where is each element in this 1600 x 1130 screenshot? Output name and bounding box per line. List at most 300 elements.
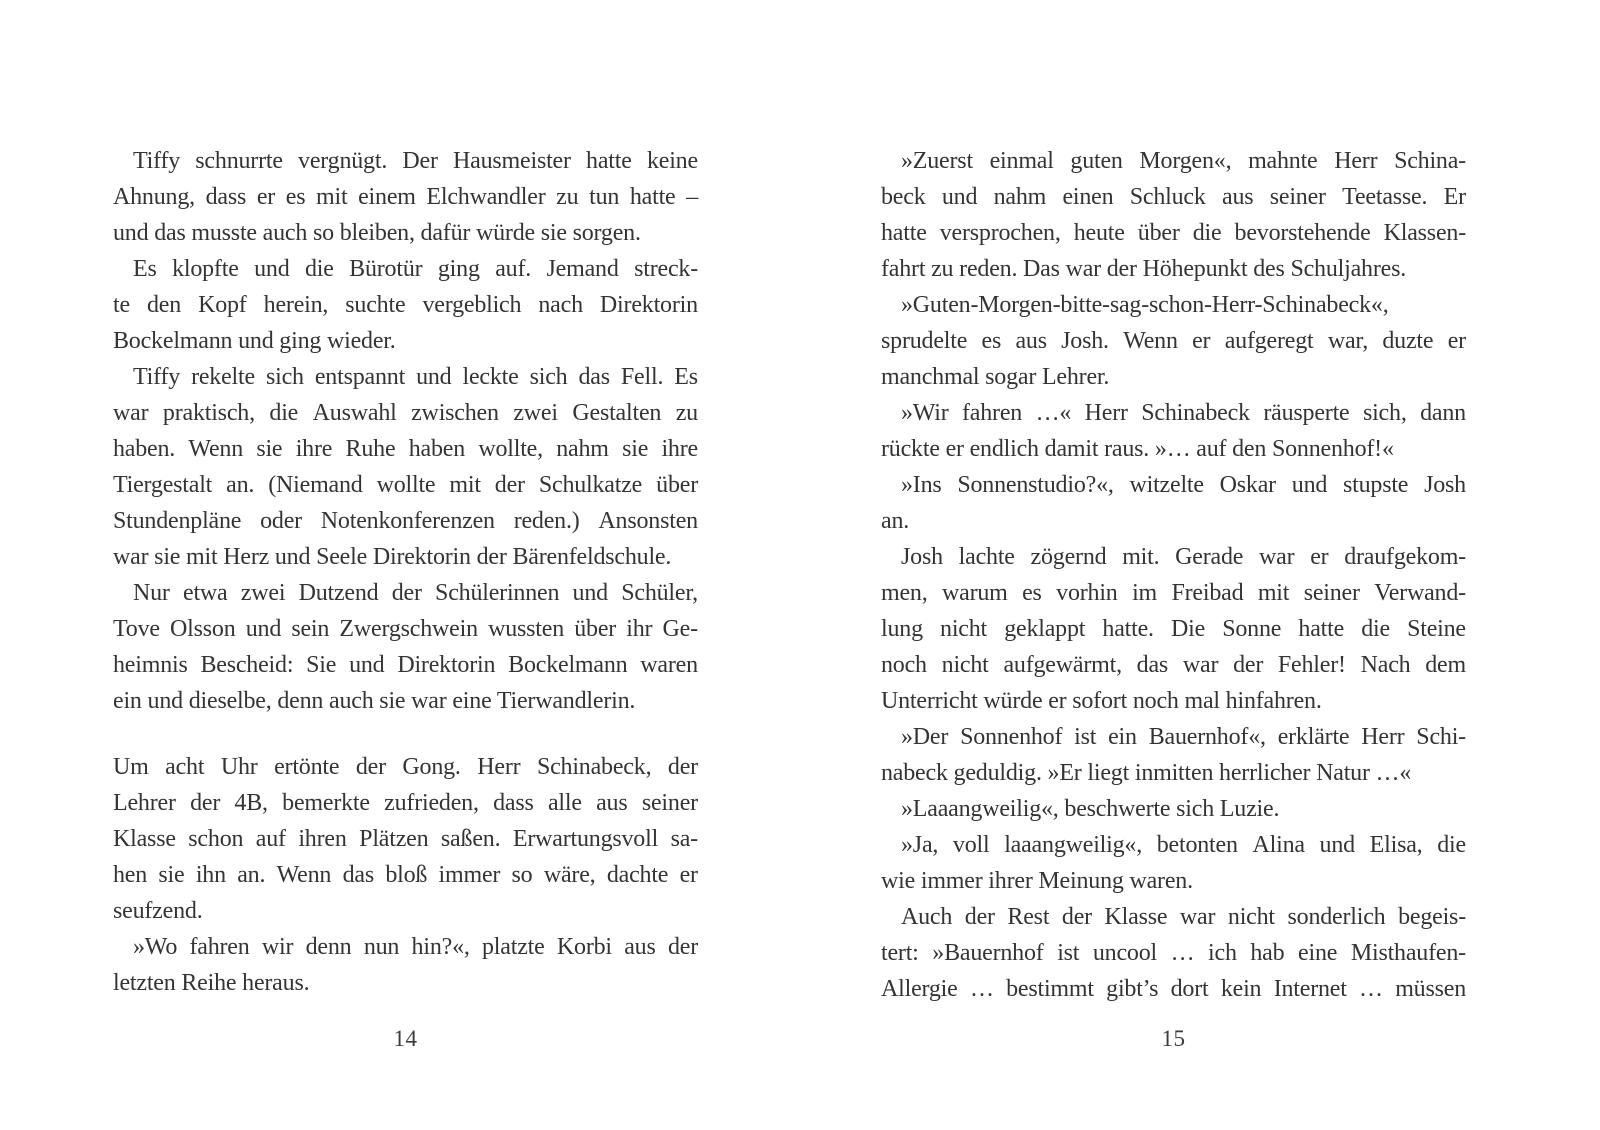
word: er xyxy=(1192,328,1211,354)
word: streck- xyxy=(634,256,698,282)
text-line xyxy=(881,647,1466,683)
word: seiner xyxy=(1269,184,1326,210)
text-line xyxy=(881,287,1466,323)
word: so xyxy=(511,862,533,888)
word: Gong. xyxy=(402,754,461,780)
word: er xyxy=(679,862,698,888)
text-line xyxy=(881,899,1466,935)
word: hab xyxy=(1250,940,1285,966)
paragraph xyxy=(113,929,698,1001)
text-line xyxy=(881,467,1466,503)
word: dann xyxy=(1420,400,1466,426)
text-line xyxy=(113,179,698,215)
word: Erwartungsvoll xyxy=(512,826,659,852)
text-line xyxy=(881,539,1466,575)
word: und xyxy=(1291,472,1328,498)
word: sich, xyxy=(1362,400,1407,426)
word: der xyxy=(667,754,698,780)
word: Rest xyxy=(1007,904,1050,930)
word: … xyxy=(969,976,994,1002)
text-line xyxy=(113,857,698,893)
word: Josh xyxy=(1424,472,1466,498)
text-line xyxy=(881,215,1466,251)
word: lachte xyxy=(958,544,1015,570)
word: ihren xyxy=(298,826,347,852)
word: immer xyxy=(438,862,501,888)
word: zu xyxy=(556,184,579,210)
word: nun xyxy=(363,934,400,960)
word: die xyxy=(269,400,299,426)
word: fahren xyxy=(962,400,1023,426)
word: nicht xyxy=(1227,904,1275,930)
word: Schülerinnen xyxy=(435,580,560,606)
word: Allergie xyxy=(881,976,958,1002)
word: stupste xyxy=(1342,472,1409,498)
word: seiner xyxy=(1303,580,1360,606)
word: gibt’s xyxy=(1106,976,1159,1002)
word: Herr xyxy=(1334,148,1378,174)
word: »Guten-Morgen-bitte-sag-schon-Herr-Schinabeck«, xyxy=(901,292,1389,318)
word: bemerkte xyxy=(282,790,370,816)
word: schon xyxy=(188,826,244,852)
word: leckte xyxy=(462,364,519,390)
word: ertönte xyxy=(274,754,340,780)
word: das xyxy=(342,862,374,888)
word: entspannt xyxy=(314,364,406,390)
word: Schi- xyxy=(1416,724,1466,750)
text-line xyxy=(881,719,1466,755)
word: heimnis xyxy=(113,652,188,678)
word: über xyxy=(574,616,617,642)
word: hin?«, xyxy=(411,934,470,960)
word: und xyxy=(254,256,290,282)
paragraph xyxy=(881,467,1466,539)
word: auf xyxy=(255,826,286,852)
word: Sonne xyxy=(1222,616,1282,642)
word: Notenkonferenzen xyxy=(320,508,495,534)
word: Gerade xyxy=(1175,544,1244,570)
word: Dutzend xyxy=(298,580,379,606)
text-line xyxy=(881,575,1466,611)
paragraph xyxy=(881,287,1466,395)
word: waren xyxy=(640,652,698,678)
word: beck xyxy=(881,184,926,210)
word: geklappt xyxy=(1004,616,1086,642)
word: Elchwandler xyxy=(426,184,546,210)
word: wir xyxy=(261,934,294,960)
page-number-left: 14 xyxy=(393,1026,418,1051)
word: auf. xyxy=(495,256,532,282)
text-line xyxy=(881,143,1466,179)
word: Bescheid: xyxy=(200,652,294,678)
word: und xyxy=(1319,832,1355,858)
word: die xyxy=(1361,616,1390,642)
text-line: manchmal sogar Lehrer. xyxy=(881,364,1110,390)
word: witzelte xyxy=(1129,472,1204,498)
word: Klasse xyxy=(113,826,176,852)
word: zwischen xyxy=(411,400,499,426)
text-line xyxy=(881,611,1466,647)
text-line xyxy=(113,431,698,467)
word: Lehrer xyxy=(113,790,176,816)
word: Schinabeck, xyxy=(536,754,652,780)
word: Verwand- xyxy=(1374,580,1466,606)
word: nahm xyxy=(993,184,1047,210)
word: der xyxy=(391,580,422,606)
word: zufrieden, xyxy=(384,790,479,816)
word: hatte xyxy=(881,220,927,246)
word: war, xyxy=(1327,328,1369,354)
word: herein, xyxy=(263,292,329,318)
text-line xyxy=(881,179,1466,215)
word: seiner xyxy=(641,790,698,816)
word: Olsson xyxy=(170,616,236,642)
word: dort xyxy=(1170,976,1209,1002)
word: wäre, xyxy=(543,862,596,888)
word: Uhr xyxy=(220,754,258,780)
word: Klassen- xyxy=(1383,220,1466,246)
word: Schüler, xyxy=(621,580,698,606)
word: »Der xyxy=(901,724,949,750)
word: hen xyxy=(113,862,148,888)
text-line: an. xyxy=(881,508,910,534)
word: Sie xyxy=(306,652,337,678)
word: der xyxy=(355,754,386,780)
word: Zwergschwein xyxy=(339,616,478,642)
text-line xyxy=(113,575,698,611)
text-line: Bockelmann und ging wieder. xyxy=(113,328,396,354)
word: Klasse xyxy=(1104,904,1168,930)
word: …« xyxy=(1035,400,1072,426)
word: Herr xyxy=(477,754,521,780)
word: »Wir xyxy=(901,400,949,426)
word: duzte xyxy=(1382,328,1434,354)
word: Elisa, xyxy=(1369,832,1423,858)
word: bestimmt xyxy=(1006,976,1094,1002)
word: Steine xyxy=(1407,616,1466,642)
word: guten xyxy=(1070,148,1123,174)
word: tun xyxy=(589,184,620,210)
word: (Niemand xyxy=(268,472,363,498)
word: betonten xyxy=(1156,832,1238,858)
word: ihre xyxy=(661,436,698,462)
text-line xyxy=(881,395,1466,431)
word: aufgeregt xyxy=(1224,328,1314,354)
page-right-text xyxy=(881,143,1466,1007)
word: Sonnenhof xyxy=(960,724,1063,750)
word: Jemand xyxy=(546,256,619,282)
word: te xyxy=(113,292,130,318)
word: ihre xyxy=(295,436,333,462)
word: über xyxy=(656,472,698,498)
text-line xyxy=(113,287,698,323)
word: müssen xyxy=(1395,976,1466,1002)
word: kein xyxy=(1220,976,1262,1002)
word: Ansonsten xyxy=(598,508,698,534)
word: das xyxy=(578,364,610,390)
text-line xyxy=(881,323,1466,359)
word: praktisch, xyxy=(162,400,255,426)
paragraph xyxy=(881,827,1466,899)
word: es xyxy=(981,328,1002,354)
text-line: und das musste auch so bleiben, dafür würde sie sorgen. xyxy=(113,220,641,246)
word: wussten xyxy=(488,616,565,642)
word: nicht xyxy=(940,616,988,642)
word: Schulkatze xyxy=(538,472,643,498)
paragraph xyxy=(881,143,1466,287)
word: zu xyxy=(675,400,698,426)
word: und xyxy=(245,616,282,642)
word: aus xyxy=(1015,328,1047,354)
word: Alina xyxy=(1252,832,1305,858)
word: räusperte xyxy=(1263,400,1350,426)
word: der xyxy=(1061,904,1092,930)
word: der xyxy=(964,904,995,930)
word: ging xyxy=(437,256,480,282)
word: haben. xyxy=(113,436,176,462)
word: an. xyxy=(226,472,255,498)
word: Tiffy xyxy=(133,148,181,174)
text-line: nabeck geduldig. »Er liegt inmitten herrlicher Natur …« xyxy=(881,760,1412,786)
word: vergnügt. xyxy=(298,148,388,174)
word: sie xyxy=(158,862,185,888)
word: Morgen«, xyxy=(1139,148,1232,174)
word: Bauernhof«, xyxy=(1148,724,1266,750)
paragraph xyxy=(113,359,698,575)
word: Um xyxy=(113,754,149,780)
word: »Ja, xyxy=(901,832,939,858)
word: »Wo xyxy=(133,934,178,960)
word: eine xyxy=(1298,940,1338,966)
word: Herr xyxy=(1361,724,1405,750)
word: Tiergestalt xyxy=(113,472,213,498)
word: – xyxy=(686,184,698,210)
word: aufgewärmt, xyxy=(1003,652,1122,678)
word: 4B, xyxy=(234,790,268,816)
page-number-right: 15 xyxy=(1161,1026,1186,1051)
word: ein xyxy=(1108,724,1137,750)
word: Die xyxy=(1171,616,1206,642)
text-line xyxy=(113,647,698,683)
word: nicht xyxy=(941,652,989,678)
word: einmal xyxy=(989,148,1054,174)
word: Internet xyxy=(1273,976,1347,1002)
word: sich xyxy=(265,364,304,390)
word: das xyxy=(1136,652,1169,678)
word: laaangweilig«, xyxy=(1004,832,1143,858)
text-line: fahrt zu reden. Das war der Höhepunkt des Schuljahres. xyxy=(881,256,1407,282)
word: Josh xyxy=(901,544,943,570)
word: Direktorin xyxy=(599,292,698,318)
word: lung xyxy=(881,616,923,642)
text-line xyxy=(113,749,698,785)
word: denn xyxy=(305,934,352,960)
word: der xyxy=(667,934,698,960)
word: haben xyxy=(408,436,466,462)
word: Kopf xyxy=(198,292,247,318)
word: versprochen, xyxy=(939,220,1061,246)
word: Tiffy xyxy=(133,364,181,390)
word: voll xyxy=(952,832,990,858)
word: sein xyxy=(291,616,330,642)
word: Wenn xyxy=(276,862,332,888)
word: die xyxy=(1192,220,1222,246)
word: einem xyxy=(358,184,416,210)
word: war xyxy=(1179,904,1216,930)
word: der xyxy=(494,472,525,498)
word: warum xyxy=(941,580,1008,606)
word: vergeblich xyxy=(422,292,522,318)
word: suchte xyxy=(345,292,406,318)
word: und xyxy=(941,184,978,210)
word: dass xyxy=(205,184,247,210)
word: begeis- xyxy=(1398,904,1466,930)
word: Ahnung, xyxy=(113,184,195,210)
word: erklärte xyxy=(1277,724,1350,750)
word: Er xyxy=(1443,184,1466,210)
word: wollte xyxy=(376,472,436,498)
word: aus xyxy=(596,790,628,816)
word: Es xyxy=(133,256,157,282)
word: dem xyxy=(1425,652,1466,678)
word: … xyxy=(1170,940,1195,966)
word: Ge- xyxy=(662,616,698,642)
word: und xyxy=(572,580,608,606)
paragraph xyxy=(881,539,1466,719)
text-line xyxy=(113,929,698,965)
word: uncool xyxy=(1092,940,1157,966)
word: es xyxy=(1022,580,1042,606)
word: ich xyxy=(1208,940,1237,966)
word: Freibad xyxy=(1171,580,1244,606)
word: »Ins xyxy=(901,472,942,498)
word: sprudelte xyxy=(881,328,968,354)
word: noch xyxy=(881,652,927,678)
word: Direktorin xyxy=(397,652,496,678)
text-line: seufzend. xyxy=(113,898,203,924)
paragraph xyxy=(113,251,698,359)
word: er xyxy=(1310,544,1329,570)
text-line xyxy=(113,359,698,395)
word: schnurrte xyxy=(195,148,283,174)
word: zwei xyxy=(513,400,558,426)
word: die xyxy=(304,256,334,282)
word: Bockelmann xyxy=(508,652,628,678)
word: wollte, xyxy=(478,436,543,462)
word: war xyxy=(1182,652,1219,678)
word: Herr xyxy=(1084,400,1128,426)
word: platzte xyxy=(482,934,545,960)
word: im xyxy=(1132,580,1157,606)
text-line xyxy=(881,971,1466,1007)
word: … xyxy=(1359,976,1383,1002)
word: Es xyxy=(674,364,698,390)
word: Stundenpläne xyxy=(113,508,242,534)
paragraph xyxy=(113,749,698,929)
word: einen xyxy=(1062,184,1114,210)
page-left-text xyxy=(113,143,698,1001)
word: war xyxy=(1259,544,1295,570)
text-line: Unterricht würde er sofort noch mal hinfahren. xyxy=(881,688,1322,714)
text-line xyxy=(881,827,1466,863)
word: dachte xyxy=(606,862,669,888)
word: Fehler! xyxy=(1277,652,1346,678)
text-line xyxy=(113,467,698,503)
word: bloß xyxy=(385,862,428,888)
word: ihr xyxy=(626,616,653,642)
word: men, xyxy=(881,580,928,606)
word: mit xyxy=(1257,580,1290,606)
word: Josh. xyxy=(1061,328,1109,354)
word: heute xyxy=(1073,220,1125,246)
word: vorhin xyxy=(1056,580,1118,606)
word: sie xyxy=(622,436,649,462)
word: er xyxy=(1447,328,1466,354)
word: war xyxy=(113,400,149,426)
word: Auswahl xyxy=(312,400,397,426)
word: Wenn xyxy=(188,436,244,462)
word: über xyxy=(1137,220,1180,246)
text-line xyxy=(113,821,698,857)
paragraph xyxy=(881,719,1466,791)
word: und xyxy=(416,364,452,390)
text-line: ein und dieselbe, denn auch sie war eine Tierwandlerin. xyxy=(113,688,636,714)
word: der xyxy=(190,790,221,816)
word: zögernd xyxy=(1030,544,1107,570)
word: sonderlich xyxy=(1287,904,1386,930)
word: Nach xyxy=(1360,652,1411,678)
word: Hausmeister xyxy=(453,148,571,174)
text-line xyxy=(113,785,698,821)
paragraph xyxy=(113,143,698,251)
text-line: letzten Reihe heraus. xyxy=(113,970,310,996)
word: Gestalten xyxy=(572,400,662,426)
word: Misthaufen- xyxy=(1350,940,1466,966)
word: mit. xyxy=(1122,544,1160,570)
word: alle xyxy=(547,790,582,816)
word: dass xyxy=(493,790,534,816)
word: hatte. xyxy=(1102,616,1154,642)
word: »Zuerst xyxy=(901,148,973,174)
word: ihn xyxy=(195,862,226,888)
word: mit xyxy=(449,472,481,498)
paragraph xyxy=(881,395,1466,467)
word: Sonnenstudio?«, xyxy=(957,472,1114,498)
word: mahnte xyxy=(1248,148,1318,174)
text-line xyxy=(113,395,698,431)
word: oder xyxy=(260,508,302,534)
word: mit xyxy=(316,184,348,210)
word: acht xyxy=(165,754,205,780)
word: den xyxy=(146,292,182,318)
word: Nur xyxy=(133,580,170,606)
word: er xyxy=(256,184,276,210)
text-line xyxy=(113,503,698,539)
word: zwei xyxy=(240,580,286,606)
word: Korbi xyxy=(556,934,612,960)
word: aus xyxy=(624,934,656,960)
word: rekelte xyxy=(191,364,255,390)
word: »Bauernhof xyxy=(932,940,1044,966)
word: Tove xyxy=(113,616,160,642)
word: bevorstehende xyxy=(1234,220,1371,246)
word: Bürotür xyxy=(349,256,423,282)
word: Schina- xyxy=(1394,148,1466,174)
word: Plätzen xyxy=(359,826,429,852)
paragraph xyxy=(881,899,1466,1007)
word: etwa xyxy=(183,580,228,606)
text-line xyxy=(113,143,698,179)
